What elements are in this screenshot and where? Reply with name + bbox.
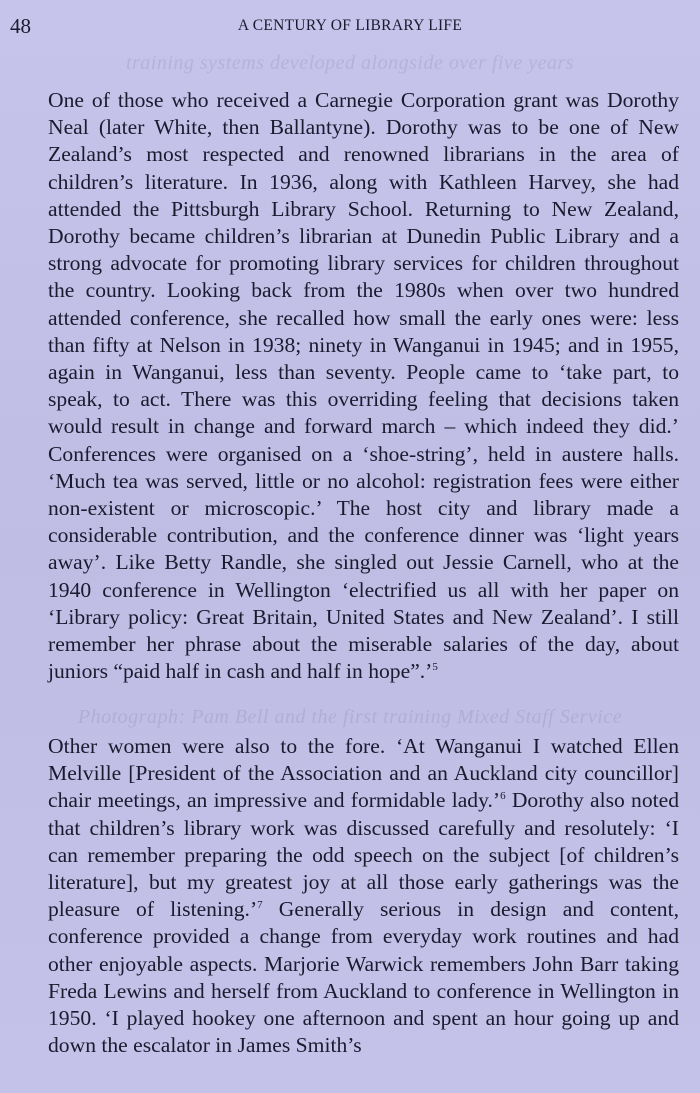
- footnote-marker: 6: [500, 790, 506, 803]
- bleed-through-text-top: training systems developed alongside over five years: [125, 52, 575, 74]
- running-head: [0, 14, 700, 38]
- running-title: A CENTURY OF LIBRARY LIFE: [237, 17, 463, 34]
- bleed-through-text-middle: Photograph: Pam Bell and the first training Mixed Staff Service: [77, 706, 623, 728]
- paragraph-carnegie-grant: [48, 87, 679, 685]
- footnote-marker: 5: [432, 661, 438, 674]
- paragraph-text: Generally serious in design and content, conference provided a change from everyday work routines and had other enjoyable aspects. Marjorie Warwick remembers John Barr taking Freda Lewins and herself from Auckland to conference in Wellington in 1950. ‘I played hookey one afternoon and spent an hour going up and down the escalator in James Smith’s: [48, 897, 679, 1058]
- paragraph-other-women: [48, 733, 679, 1059]
- paragraph-text: One of those who received a Carnegie Corporation grant was Dorothy Neal (later White, then Ballantyne). Dorothy was to be one of New Zealand’s most respected and renowned librarians in the area of children’s literature. In 1936, along with Kathleen Harvey, she had attended the Pittsburgh Library School. Returning to New Zealand, Dorothy became children’s librarian at Dunedin Public Library and a strong advocate for promoting library services for children throughout the country. Looking back from the 1980s when over two hundred attended conference, she recalled how small the early ones were: less than fifty at Nelson in 1938; ninety in Wanganui in 1945; and in 1955, again in Wanganui, less than seventy. People came to ‘take part, to speak, to act. There was this overriding feeling that decisions taken would result in change and forward march – which indeed they did.’ Conferences were organised on a ‘shoe-string’, held in austere halls. ‘Much tea was served, little or no alcohol: registration fees were either non-existent or microscopic.’ The host city and library made a considerable contribution, and the conference dinner was ‘light years away’. Like Betty Randle, she singled out Jessie Carnell, who at the 1940 conference in Wellington ‘electrified us all with her paper on ‘Library policy: Great Britain, United States and New Zealand’. I still remember her phrase about the miserable salaries of the day, about juniors “paid half in cash and half in hope”.’: [48, 88, 679, 684]
- paragraph-text: Other women were also to the fore. ‘At Wanganui I watched Ellen Melville [President of the Association and an Auckland city councillor] chair meetings, an impressive and formidable lady.’: [48, 734, 679, 813]
- paragraph-text: Dorothy also noted that children’s library work was discussed carefully and resolutely: ‘I can remember preparing the odd speech on the subject [of children’s literature], but my greatest joy at all those early gatherings was the pleasure of listening.’: [48, 788, 679, 922]
- page-number: 48: [10, 14, 31, 38]
- footnote-marker: 7: [257, 899, 263, 912]
